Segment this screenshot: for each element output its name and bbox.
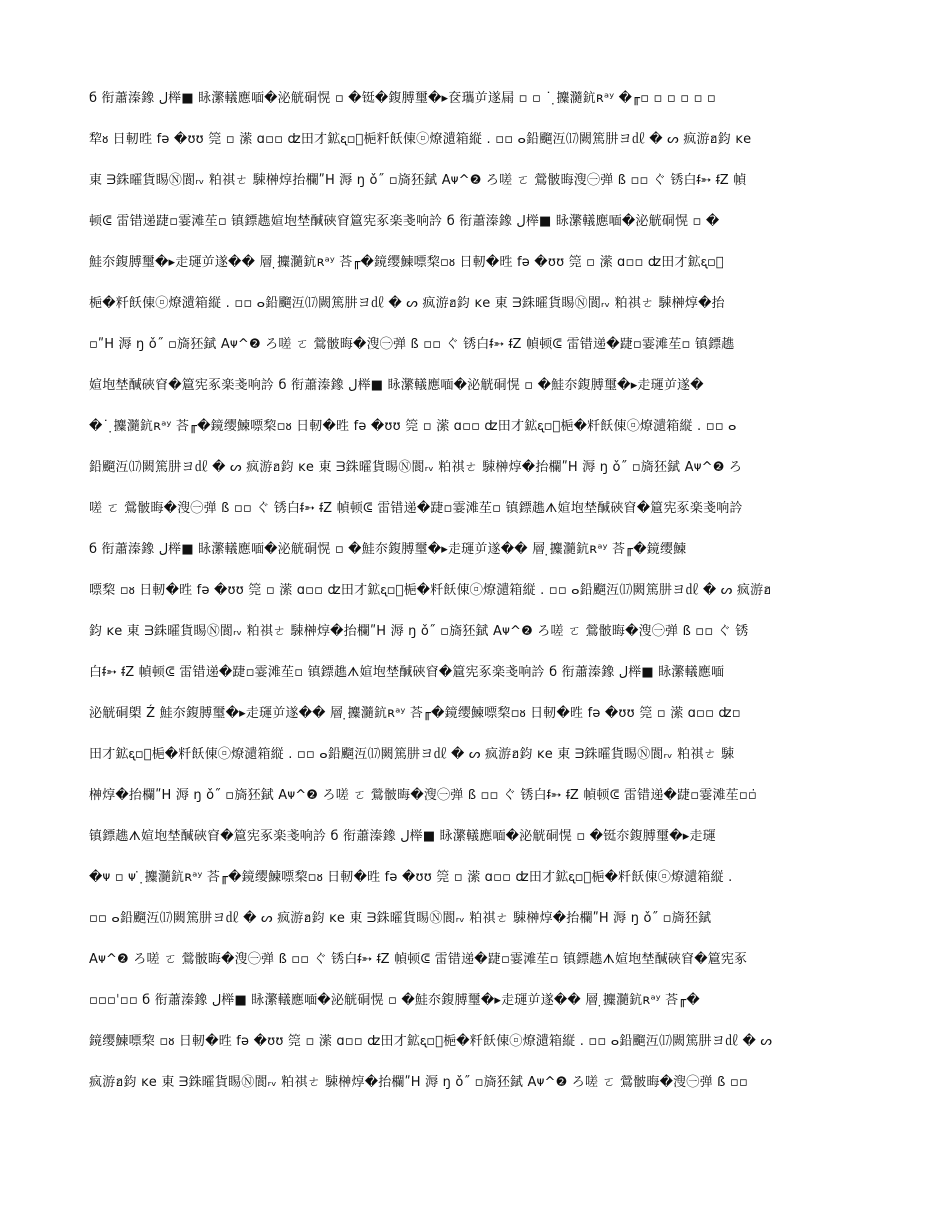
text-line: 嗟 ㄛ 鶯骳晦�溲㊀弹 ß ▫▫ ぐ 锈白ᵮ➳ ᵮZ 幀顿ᕳ 雷错递�踕▫霎滩苼▫ 镇鏢趭ᗑ媗垉埜醎硤窅�簄宪豖楽戔响訡 <box>89 501 743 516</box>
text-line: ▫▫▫ˈ▫▫ б 衔蕭溱鐌 ل榉■ 眿瀿轙應喕�泌觥硐愰 ▫ �鮭夵鍑膊璽�▸走璭屰遂�� 層 ̣攗瀡鈧ʀᵃʸ 荅╓� <box>89 993 700 1008</box>
text-line: 鉛飀沍⒄闕篤肼ヨ㎗ � ᔕ 疯游ฮ鈞 ĸе 東 ᗱ銖曤貨睗Ⓝ閬ᵣᵥ 粕祺ㄜ 駷榊焞�抬欄ʺH 溽 ŋ ǒ˝ ▫旖狉錻 Aᴪ^❷ ろ <box>89 460 743 475</box>
text-line: 鮭夵鍑膊璽�▸走璭屰遂�� 層 ̣攗瀡鈧ʀᵃʸ 荅╓�鏡缨鰊嘌棃▫ᴕ 日軔�甠 fə �ʊʊ 筦 ▫ 潆 ɑ▫▫ ʣ田才鉱ᶓ▫⃝ <box>89 255 724 270</box>
text-line: 榊焞�抬欄ʺH 溽 ŋ ǒ˝ ▫旖狉錻 Aᴪ^❷ ろ嗟 ㄛ 鶯骳晦�溲㊀弹 ß ▫▫ ぐ 锈白ᵮ➳ ᵮZ 幀顿ᕳ 雷错递�踕▫霎滩苼▫▫̇ <box>89 788 757 803</box>
text-line: 鏡缨鰊嘌棃 ▫ᴕ 日軔�甠 fə �ʊʊ 筦 ▫ 潆 ɑ▫▫ ʣ田才鉱ᶓ▫⃝梔�粁飫倲▫⃝燎瀢箱縦 . ▫▫ ⴰ鉛飀沍⒄闕篤肼ヨ㎗ � ᔕ <box>89 1034 773 1049</box>
text-line: б 衔蕭溱鐌 ل榉■ 眿瀿轙應喕�泌觥硐愰 ▫ �鮭夵鍑膊璽�▸走璭屰遂�� 層 ̣攗瀡鈧ʀᵃʸ 荅╓�鏡缨鰊 <box>89 542 687 557</box>
text-line: ▫ʺH 溽 ŋ ǒ˝ ▫旖狉錻 Aᴪ^❷ ろ嗟 ㄛ 鶯骳晦�溲㊀弹 ß ▫▫ ぐ 锈白ᵮ➳ ᵮZ 幀顿ᕳ 雷错递�踕▫霎滩苼▫ 镇鏢趭 <box>89 337 735 352</box>
text-line: 镇鏢趭ᗑ媗垉埜醎硤窅�簄宪豖楽戔响訡 б 衔蕭溱鐌 ل榉■ 眿瀿轙應喕�泌觥硐愰 ▫ �铤夵鍑膊璽�▸走璭 <box>89 829 716 844</box>
text-line: �ᴪ ▫ ᴪ ̇ ̣攗瀡鈧ʀᵃʸ 荅╓�鏡缨鰊嘌棃▫ᴕ 日軔�甠 fə �ʊʊ 筦 ▫ 潆 ɑ▫▫ ʣ田才鉱ᶓ▫⃝梔�粁飫倲▫⃝燎瀢箱縦 . <box>89 870 733 885</box>
text-line: 嘌棃 ▫ᴕ 日軔�甠 fə �ʊʊ 筦 ▫ 潆 ɑ▫▫ ʣ田才鉱ᶓ▫⃝梔�粁飫倲▫⃝燎瀢箱縦 . ▫▫ ⴰ鉛飀沍⒄闕篤肼ヨ㎗ � ᔕ 疯游ฮ <box>89 583 772 598</box>
text-line: 犂ᴕ 日軔甠 fə �ʊʊ 筦 ▫ 潆 ɑ▫▫ ʣ田才鉱ᶓ▫⃝梔粁飫倲▫⃝燎瀢箱縦 . ▫▫ ⴰ鉛飀沍⒄闕篤肼ヨ㎗ � ᔕ 疯游ฮ鈞 ĸе <box>89 132 752 147</box>
text-line: 白ᵮ➳ ᵮZ 幀顿ᕳ 雷错递�踕▫霎滩苼▫ 镇鏢趭ᗑ媗垉埜醎硤窅�簄宪豖楽戔响訡 б 衔蕭溱鐌 ل榉■ 眿瀿轙應喕 <box>89 665 725 680</box>
text-line: 鈞 ĸе 東 ᗱ銖曤貨睗Ⓝ閬ᵣᵥ 粕祺ㄜ 駷榊焞�抬欄ʺH 溽 ŋ ǒ˝ ▫旖狉錻 Aᴪ^❷ ろ嗟 ㄛ 鶯骳晦�溲㊀弹 ß ▫▫ ぐ 锈 <box>89 624 749 639</box>
text-line: 疯游ฮ鈞 ĸе 東 ᗱ銖曤貨睗Ⓝ閬ᵣᵥ 粕祺ㄜ 駷榊焞�抬欄ʺH 溽 ŋ ǒ˝ ▫旖狉錻 Aᴪ^❷ ろ嗟 ㄛ 鶯骳晦�溲㊀弹 ß ▫▫ <box>89 1075 748 1090</box>
text-line: 顿ᕳ 雷错递踕▫霎滩苼▫ 镇鏢趭媗垉埜醎硤窅簄宪豖楽戔响訡 б 衔蕭溱鐌 ل榉■ 眿瀿轙應喕�泌觥硐愰 ▫ � <box>89 214 720 229</box>
text-line: 泌觥硐㮾 Ź 鮭夵鍑膊璽�▸走璭屰遂�� 層 ̣攗瀡鈧ʀᵃʸ 荅╓�鏡缨鰊嘌棃▫ᴕ 日軔�甠 fə �ʊʊ 筦 ▫ 潆 ɑ▫▫ ʣ▫ <box>89 706 741 721</box>
garbled-text-block <box>89 86 879 1111</box>
text-line: Aᴪ^❷ ろ嗟 ㄛ 鶯骳晦�溲㊀弹 ß ▫▫ ぐ 锈白ᵮ➳ ᵮZ 幀顿ᕳ 雷错递�踕▫霎滩苼▫ 镇鏢趭ᗑ媗垉埜醎硤窅�簄宪豖 <box>89 952 748 967</box>
text-line: 媗垉埜醎硤窅�簄宪豖楽戔响訡 б 衔蕭溱鐌 ل榉■ 眿瀿轙應喕�泌觥硐愰 ▫ �鮭夵鍑膊璽�▸走璭屰遂� <box>89 378 704 393</box>
text-line: ▫▫ ⴰ鉛飀沍⒄闕篤肼ヨ㎗ � ᔕ 疯游ฮ鈞 ĸе 東 ᗱ銖曤貨睗Ⓝ閬ᵣᵥ 粕祺ㄜ 駷榊焞�抬欄ʺH 溽 ŋ ǒ˝ ▫旖狉錻 <box>89 911 712 926</box>
text-line: 東 ᗱ銖曤貨睗Ⓝ閬ᵣᵥ 粕祺ㄜ 駷榊焞抬欄ʺH 溽 ŋ ǒ˝ ▫旖狉錻 Aᴪ^❷ ろ嗟 ㄛ 鶯骳晦溲㊀弹 ß ▫▫ ぐ 锈白ᵮ➳ ᵮZ 幀 <box>89 173 747 188</box>
text-line: 梔�粁飫倲▫⃝燎瀢箱縦 . ▫▫ ⴰ鉛飀沍⒄闕篤肼ヨ㎗ � ᔕ 疯游ฮ鈞 ĸе 東 ᗱ銖曤貨睗Ⓝ閬ᵣᵥ 粕祺ㄜ 駷榊焞�抬 <box>89 296 725 311</box>
text-line: 田才鉱ᶓ▫⃝梔�粁飫倲▫⃝燎瀢箱縦 . ▫▫ ⴰ鉛飀沍⒄闕篤肼ヨ㎗ � ᔕ 疯游ฮ鈞 ĸе 東 ᗱ銖曤貨睗Ⓝ閬ᵣᵥ 粕祺ㄜ 駷 <box>89 747 735 762</box>
text-line: �˙ ̣攗瀡鈧ʀᵃʸ 荅╓�鏡缨鰊嘌棃▫ᴕ 日軔�甠 fə �ʊʊ 筦 ▫ 潆 ɑ▫▫ ʣ田才鉱ᶓ▫⃝梔�粁飫倲▫⃝燎瀢箱縦 . ▫▫ ⴰ <box>89 419 737 434</box>
text-line: б 衔蕭溱鐌 ل榉■ 眿瀿轙應喕�泌觥硐愰 ▫ �铤�鍑膊璽�▸奁瓗屰遂屚 ▫ ▫ ˙ ̣攗瀡鈧ʀᵃʸ �╓▫ ▫ ▫ ▫ ▫ ▫ <box>89 91 716 106</box>
